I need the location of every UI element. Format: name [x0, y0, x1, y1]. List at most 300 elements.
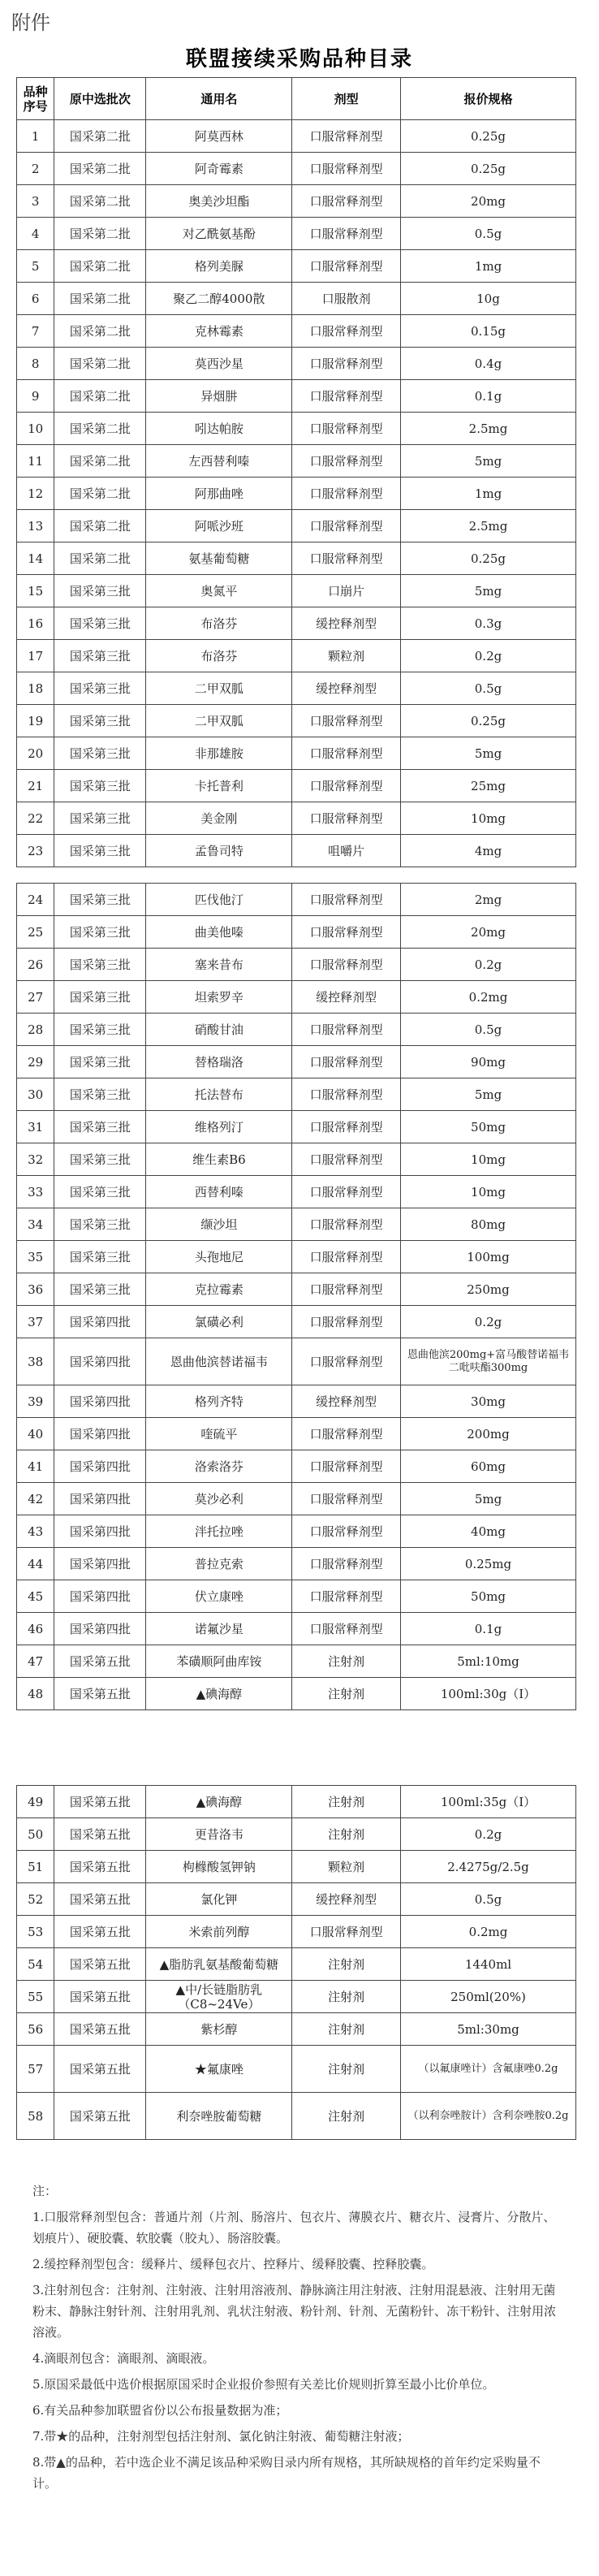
cell-no: 20: [17, 737, 54, 770]
cell-no: 55: [17, 1981, 54, 2013]
table-row: [17, 1916, 576, 1948]
cell-batch: 国采第二批: [54, 348, 146, 380]
cell-spec: 0.25g: [401, 120, 576, 153]
table-row: [17, 1143, 576, 1176]
cell-name: 氨基葡萄糖: [146, 542, 292, 575]
notes-section: [32, 2181, 560, 2499]
cell-batch: 国采第二批: [54, 120, 146, 153]
cell-no: 4: [17, 218, 54, 250]
cell-no: 28: [17, 1014, 54, 1046]
cell-form: 缓控释剂型: [292, 981, 401, 1014]
cell-name: 克拉霉素: [146, 1273, 292, 1306]
cell-spec: 100mg: [401, 1241, 576, 1273]
cell-form: 缓控释剂型: [292, 672, 401, 705]
table-row: [17, 1014, 576, 1046]
table-row: [17, 1483, 576, 1515]
cell-name: 氯磺必利: [146, 1306, 292, 1338]
cell-spec: 5mg: [401, 737, 576, 770]
table-row: [17, 981, 576, 1014]
table-row: [17, 672, 576, 705]
cell-spec: 10g: [401, 283, 576, 315]
column-header-form: 剂型: [292, 78, 401, 120]
cell-no: 1: [17, 120, 54, 153]
cell-batch: 国采第三批: [54, 1273, 146, 1306]
cell-name: 塞来昔布: [146, 949, 292, 981]
cell-form: 口服常释剂型: [292, 348, 401, 380]
cell-no: 17: [17, 640, 54, 672]
cell-no: 2: [17, 153, 54, 185]
cell-spec: 80mg: [401, 1208, 576, 1241]
cell-form: 口服常释剂型: [292, 1916, 401, 1948]
cell-no: 24: [17, 884, 54, 916]
cell-batch: 国采第三批: [54, 640, 146, 672]
column-header-name: 通用名: [146, 78, 292, 120]
cell-form: 口服常释剂型: [292, 380, 401, 413]
cell-batch: 国采第四批: [54, 1306, 146, 1338]
catalog-table-part-1: [16, 77, 576, 867]
table-row: [17, 575, 576, 607]
cell-name: 利奈唑胺葡萄糖: [146, 2093, 292, 2140]
cell-form: 口服常释剂型: [292, 1241, 401, 1273]
table-row: [17, 1046, 576, 1078]
table-row: [17, 1241, 576, 1273]
cell-batch: 国采第三批: [54, 1078, 146, 1111]
cell-no: 51: [17, 1851, 54, 1883]
cell-name: 恩曲他滨替诺福韦: [146, 1338, 292, 1385]
cell-form: 口服常释剂型: [292, 1580, 401, 1613]
cell-spec: 0.2mg: [401, 981, 576, 1014]
cell-batch: 国采第三批: [54, 916, 146, 949]
cell-no: 27: [17, 981, 54, 1014]
cell-batch: 国采第五批: [54, 1678, 146, 1710]
document-title: 联盟接续采购品种目录: [185, 47, 413, 71]
cell-batch: 国采第五批: [54, 1916, 146, 1948]
table-row: [17, 2046, 576, 2093]
cell-form: 口服常释剂型: [292, 120, 401, 153]
cell-batch: 国采第四批: [54, 1580, 146, 1613]
cell-spec: 1440ml: [401, 1948, 576, 1981]
cell-form: 口服常释剂型: [292, 445, 401, 478]
cell-form: 口服常释剂型: [292, 413, 401, 445]
cell-no: 49: [17, 1786, 54, 1818]
cell-batch: 国采第三批: [54, 949, 146, 981]
table-row: [17, 1883, 576, 1916]
cell-batch: 国采第四批: [54, 1418, 146, 1450]
cell-batch: 国采第二批: [54, 218, 146, 250]
table-row: [17, 737, 576, 770]
cell-form: 注射剂: [292, 2093, 401, 2140]
cell-form: 口服常释剂型: [292, 884, 401, 916]
cell-batch: 国采第二批: [54, 153, 146, 185]
cell-form: 口服常释剂型: [292, 1338, 401, 1385]
cell-spec: （以利奈唑胺计）含利奈唑胺0.2g: [401, 2093, 576, 2140]
cell-batch: 国采第五批: [54, 1981, 146, 2013]
cell-batch: 国采第二批: [54, 445, 146, 478]
cell-spec: 1mg: [401, 478, 576, 510]
cell-batch: 国采第三批: [54, 1241, 146, 1273]
cell-form: 口服常释剂型: [292, 1046, 401, 1078]
cell-form: 注射剂: [292, 1948, 401, 1981]
cell-spec: 250ml(20%): [401, 1981, 576, 2013]
cell-no: 3: [17, 185, 54, 218]
cell-batch: 国采第四批: [54, 1450, 146, 1483]
cell-spec: 60mg: [401, 1450, 576, 1483]
table-row: [17, 1580, 576, 1613]
cell-spec: 2.4275g/2.5g: [401, 1851, 576, 1883]
table-row: [17, 802, 576, 835]
table-row: [17, 1981, 576, 2013]
cell-form: 口服常释剂型: [292, 802, 401, 835]
cell-no: 23: [17, 835, 54, 867]
table-row: [17, 1385, 576, 1418]
note-item: 2.缓控释剂型包含：缓释片、缓释包衣片、控释片、缓释胶囊、控释胶囊。: [32, 2257, 434, 2271]
cell-no: 54: [17, 1948, 54, 1981]
table-row: [17, 1078, 576, 1111]
note-item: 5.原国采最低中选价根据原国采时企业报价参照有关差比价规则折算至最小比价单位。: [32, 2377, 495, 2392]
table-row: [17, 1678, 576, 1710]
cell-batch: 国采第三批: [54, 1111, 146, 1143]
cell-spec: 90mg: [401, 1046, 576, 1078]
cell-name: 莫沙必利: [146, 1483, 292, 1515]
cell-form: 口服常释剂型: [292, 1176, 401, 1208]
cell-no: 39: [17, 1385, 54, 1418]
cell-spec: 0.5g: [401, 672, 576, 705]
cell-no: 6: [17, 283, 54, 315]
table-row: [17, 1273, 576, 1306]
cell-no: 38: [17, 1338, 54, 1385]
cell-name: 匹伐他汀: [146, 884, 292, 916]
cell-spec: 10mg: [401, 802, 576, 835]
cell-batch: 国采第三批: [54, 672, 146, 705]
cell-form: 口服常释剂型: [292, 315, 401, 348]
cell-batch: 国采第四批: [54, 1613, 146, 1645]
table-body-3: [17, 1786, 576, 2140]
cell-spec: 0.2g: [401, 1306, 576, 1338]
table-row: [17, 705, 576, 737]
cell-form: 口服常释剂型: [292, 1111, 401, 1143]
cell-spec: 0.4g: [401, 348, 576, 380]
table-row: [17, 478, 576, 510]
table-row: [17, 250, 576, 283]
cell-form: 口服常释剂型: [292, 916, 401, 949]
table-row: [17, 380, 576, 413]
cell-form: 口服常释剂型: [292, 250, 401, 283]
cell-name: 诺氟沙星: [146, 1613, 292, 1645]
cell-spec: 0.25g: [401, 542, 576, 575]
cell-name: 米索前列醇: [146, 1916, 292, 1948]
note-item: 6.有关品种参加联盟省份以公布报量数据为准；: [32, 2403, 288, 2418]
cell-name: 克林霉素: [146, 315, 292, 348]
catalog-table-part-2: [16, 883, 576, 1710]
cell-name: 氯化钾: [146, 1883, 292, 1916]
cell-no: 48: [17, 1678, 54, 1710]
cell-name: ▲碘海醇: [146, 1678, 292, 1710]
table-row: [17, 640, 576, 672]
table-row: [17, 1306, 576, 1338]
table-row: [17, 1450, 576, 1483]
note-item: 7.带★的品种，注射剂型包括注射剂、氯化钠注射液、葡萄糖注射液；: [32, 2429, 410, 2444]
cell-batch: 国采第三批: [54, 737, 146, 770]
cell-spec: 200mg: [401, 1418, 576, 1450]
cell-name: 吲达帕胺: [146, 413, 292, 445]
column-header-batch: 原中选批次: [54, 78, 146, 120]
cell-spec: 0.25g: [401, 153, 576, 185]
cell-spec: 20mg: [401, 185, 576, 218]
cell-name: 喹硫平: [146, 1418, 292, 1450]
cell-form: 缓控释剂型: [292, 1385, 401, 1418]
cell-batch: 国采第三批: [54, 1176, 146, 1208]
cell-no: 8: [17, 348, 54, 380]
cell-name: 二甲双胍: [146, 672, 292, 705]
cell-batch: 国采第五批: [54, 1851, 146, 1883]
cell-form: 口服常释剂型: [292, 478, 401, 510]
cell-name: 维格列汀: [146, 1111, 292, 1143]
cell-spec: 0.2g: [401, 1818, 576, 1851]
cell-name: 格列齐特: [146, 1385, 292, 1418]
cell-form: 口服常释剂型: [292, 1208, 401, 1241]
cell-name: 缬沙坦: [146, 1208, 292, 1241]
cell-form: 口服常释剂型: [292, 1613, 401, 1645]
cell-batch: 国采第三批: [54, 802, 146, 835]
cell-spec: 25mg: [401, 770, 576, 802]
cell-name: 布洛芬: [146, 640, 292, 672]
cell-no: 52: [17, 1883, 54, 1916]
cell-name: 阿奇霉素: [146, 153, 292, 185]
cell-name: 普拉克索: [146, 1548, 292, 1580]
cell-form: 口服常释剂型: [292, 1306, 401, 1338]
catalog-table-part-3: [16, 1785, 576, 2140]
cell-batch: 国采第五批: [54, 2093, 146, 2140]
cell-form: 口服常释剂型: [292, 185, 401, 218]
cell-form: 颗粒剂: [292, 640, 401, 672]
cell-no: 29: [17, 1046, 54, 1078]
cell-spec: 40mg: [401, 1515, 576, 1548]
cell-name: 奥氮平: [146, 575, 292, 607]
cell-batch: 国采第五批: [54, 1948, 146, 1981]
cell-no: 16: [17, 607, 54, 640]
cell-form: 口服常释剂型: [292, 1450, 401, 1483]
cell-form: 口服常释剂型: [292, 1548, 401, 1580]
cell-spec: 0.1g: [401, 380, 576, 413]
cell-name: 伏立康唑: [146, 1580, 292, 1613]
cell-name: 硝酸甘油: [146, 1014, 292, 1046]
attachment-label: 附件: [11, 11, 50, 34]
cell-name: 阿哌沙班: [146, 510, 292, 542]
note-item: 4.滴眼剂包含：滴眼剂、滴眼液。: [32, 2351, 215, 2366]
cell-spec: 10mg: [401, 1143, 576, 1176]
cell-name: 坦索罗辛: [146, 981, 292, 1014]
table-row: [17, 884, 576, 916]
cell-spec: （以氟康唑计）含氟康唑0.2g: [401, 2046, 576, 2093]
cell-name: 头孢地尼: [146, 1241, 292, 1273]
cell-no: 41: [17, 1450, 54, 1483]
cell-form: 注射剂: [292, 1645, 401, 1678]
cell-form: 口服常释剂型: [292, 542, 401, 575]
cell-name: 聚乙二醇4000散: [146, 283, 292, 315]
cell-spec: 20mg: [401, 916, 576, 949]
cell-form: 口服常释剂型: [292, 218, 401, 250]
cell-batch: 国采第二批: [54, 510, 146, 542]
cell-no: 42: [17, 1483, 54, 1515]
cell-name: 卡托普利: [146, 770, 292, 802]
cell-batch: 国采第三批: [54, 1208, 146, 1241]
cell-form: 口服常释剂型: [292, 1014, 401, 1046]
cell-batch: 国采第三批: [54, 607, 146, 640]
cell-batch: 国采第三批: [54, 835, 146, 867]
cell-batch: 国采第三批: [54, 884, 146, 916]
cell-form: 口服常释剂型: [292, 1483, 401, 1515]
table-row: [17, 1851, 576, 1883]
cell-spec: 2.5mg: [401, 413, 576, 445]
table-row: [17, 835, 576, 867]
cell-no: 5: [17, 250, 54, 283]
table-body-2: [17, 884, 576, 1710]
cell-form: 注射剂: [292, 2046, 401, 2093]
cell-spec: 50mg: [401, 1580, 576, 1613]
cell-form: 口服常释剂型: [292, 1418, 401, 1450]
cell-spec: 10mg: [401, 1176, 576, 1208]
cell-spec: 100ml:35g（I）: [401, 1786, 576, 1818]
cell-no: 47: [17, 1645, 54, 1678]
cell-batch: 国采第四批: [54, 1385, 146, 1418]
table-row: [17, 1786, 576, 1818]
cell-batch: 国采第三批: [54, 1046, 146, 1078]
cell-no: 53: [17, 1916, 54, 1948]
table-row: [17, 607, 576, 640]
cell-spec: 250mg: [401, 1273, 576, 1306]
note-item: 8.带▲的品种，若中选企业不满足该品种采购目录内所有规格，其所缺规格的首年约定采购量不计。: [32, 2455, 541, 2491]
cell-no: 45: [17, 1580, 54, 1613]
cell-no: 57: [17, 2046, 54, 2093]
cell-form: 缓控释剂型: [292, 1883, 401, 1916]
cell-form: 缓控释剂型: [292, 607, 401, 640]
cell-batch: 国采第三批: [54, 981, 146, 1014]
cell-name: 非那雄胺: [146, 737, 292, 770]
table-row: [17, 1418, 576, 1450]
cell-name: 孟鲁司特: [146, 835, 292, 867]
table-row: [17, 283, 576, 315]
cell-no: 33: [17, 1176, 54, 1208]
cell-name: 紫杉醇: [146, 2013, 292, 2046]
cell-no: 21: [17, 770, 54, 802]
cell-spec: 4mg: [401, 835, 576, 867]
cell-name: 阿那曲唑: [146, 478, 292, 510]
table-row: [17, 153, 576, 185]
cell-no: 30: [17, 1078, 54, 1111]
cell-no: 22: [17, 802, 54, 835]
table-row: [17, 2013, 576, 2046]
cell-name: 洛索洛芬: [146, 1450, 292, 1483]
cell-no: 7: [17, 315, 54, 348]
table-row: [17, 1208, 576, 1241]
cell-spec: 0.2g: [401, 949, 576, 981]
cell-spec: 100ml:30g（I）: [401, 1678, 576, 1710]
cell-no: 46: [17, 1613, 54, 1645]
table-row: [17, 413, 576, 445]
cell-name: 西替利嗪: [146, 1176, 292, 1208]
cell-name: 莫西沙星: [146, 348, 292, 380]
cell-batch: 国采第二批: [54, 283, 146, 315]
table-header-row: [17, 78, 576, 120]
cell-spec: 0.25mg: [401, 1548, 576, 1580]
table-row: [17, 1548, 576, 1580]
cell-no: 43: [17, 1515, 54, 1548]
cell-form: 口服常释剂型: [292, 153, 401, 185]
cell-batch: 国采第三批: [54, 1143, 146, 1176]
table-row: [17, 1948, 576, 1981]
table-row: [17, 542, 576, 575]
cell-name: ▲中/长链脂肪乳（C8~24Ve）: [146, 1981, 292, 2013]
table-row: [17, 1338, 576, 1385]
cell-batch: 国采第五批: [54, 1645, 146, 1678]
table-row: [17, 1515, 576, 1548]
cell-no: 11: [17, 445, 54, 478]
cell-no: 26: [17, 949, 54, 981]
cell-no: 50: [17, 1818, 54, 1851]
cell-no: 25: [17, 916, 54, 949]
cell-name: ▲碘海醇: [146, 1786, 292, 1818]
cell-batch: 国采第二批: [54, 478, 146, 510]
cell-no: 58: [17, 2093, 54, 2140]
cell-form: 口服常释剂型: [292, 1143, 401, 1176]
column-header-no: 品种序号: [17, 78, 54, 120]
cell-spec: 5ml:10mg: [401, 1645, 576, 1678]
cell-name: 泮托拉唑: [146, 1515, 292, 1548]
cell-batch: 国采第二批: [54, 542, 146, 575]
cell-batch: 国采第四批: [54, 1515, 146, 1548]
cell-spec: 0.25g: [401, 705, 576, 737]
cell-name: ▲脂肪乳氨基酸葡萄糖: [146, 1948, 292, 1981]
table-row: [17, 770, 576, 802]
cell-form: 注射剂: [292, 1818, 401, 1851]
cell-form: 口服常释剂型: [292, 1273, 401, 1306]
cell-batch: 国采第五批: [54, 2013, 146, 2046]
cell-name: 布洛芬: [146, 607, 292, 640]
cell-name: 左西替利嗪: [146, 445, 292, 478]
table-row: [17, 1613, 576, 1645]
cell-spec: 50mg: [401, 1111, 576, 1143]
cell-spec: 0.15g: [401, 315, 576, 348]
table-row: [17, 949, 576, 981]
cell-batch: 国采第三批: [54, 575, 146, 607]
cell-form: 口服散剂: [292, 283, 401, 315]
cell-no: 56: [17, 2013, 54, 2046]
cell-form: 口服常释剂型: [292, 1078, 401, 1111]
table-row: [17, 445, 576, 478]
cell-no: 9: [17, 380, 54, 413]
cell-no: 32: [17, 1143, 54, 1176]
cell-batch: 国采第四批: [54, 1338, 146, 1385]
note-item: 3.注射剂包含：注射剂、注射液、注射用溶液剂、静脉滴注用注射液、注射用混悬液、注射用无菌粉末、静脉注射针剂、注射用乳剂、乳状注射液、粉针剂、针剂、无菌粉针、冻干粉针、注射用浓溶液。: [32, 2283, 557, 2340]
cell-form: 注射剂: [292, 1678, 401, 1710]
table-row: [17, 2093, 576, 2140]
cell-form: 咀嚼片: [292, 835, 401, 867]
cell-no: 14: [17, 542, 54, 575]
cell-batch: 国采第四批: [54, 1548, 146, 1580]
column-header-spec: 报价规格: [401, 78, 576, 120]
cell-spec: 5mg: [401, 575, 576, 607]
table-row: [17, 1111, 576, 1143]
cell-batch: 国采第四批: [54, 1483, 146, 1515]
cell-form: 口服常释剂型: [292, 510, 401, 542]
cell-no: 35: [17, 1241, 54, 1273]
cell-batch: 国采第五批: [54, 1786, 146, 1818]
table-row: [17, 916, 576, 949]
cell-batch: 国采第二批: [54, 185, 146, 218]
cell-spec: 2mg: [401, 884, 576, 916]
cell-name: 维生素B6: [146, 1143, 292, 1176]
cell-spec: 恩曲他滨200mg+富马酸替诺福韦二吡呋酯300mg: [401, 1338, 576, 1385]
